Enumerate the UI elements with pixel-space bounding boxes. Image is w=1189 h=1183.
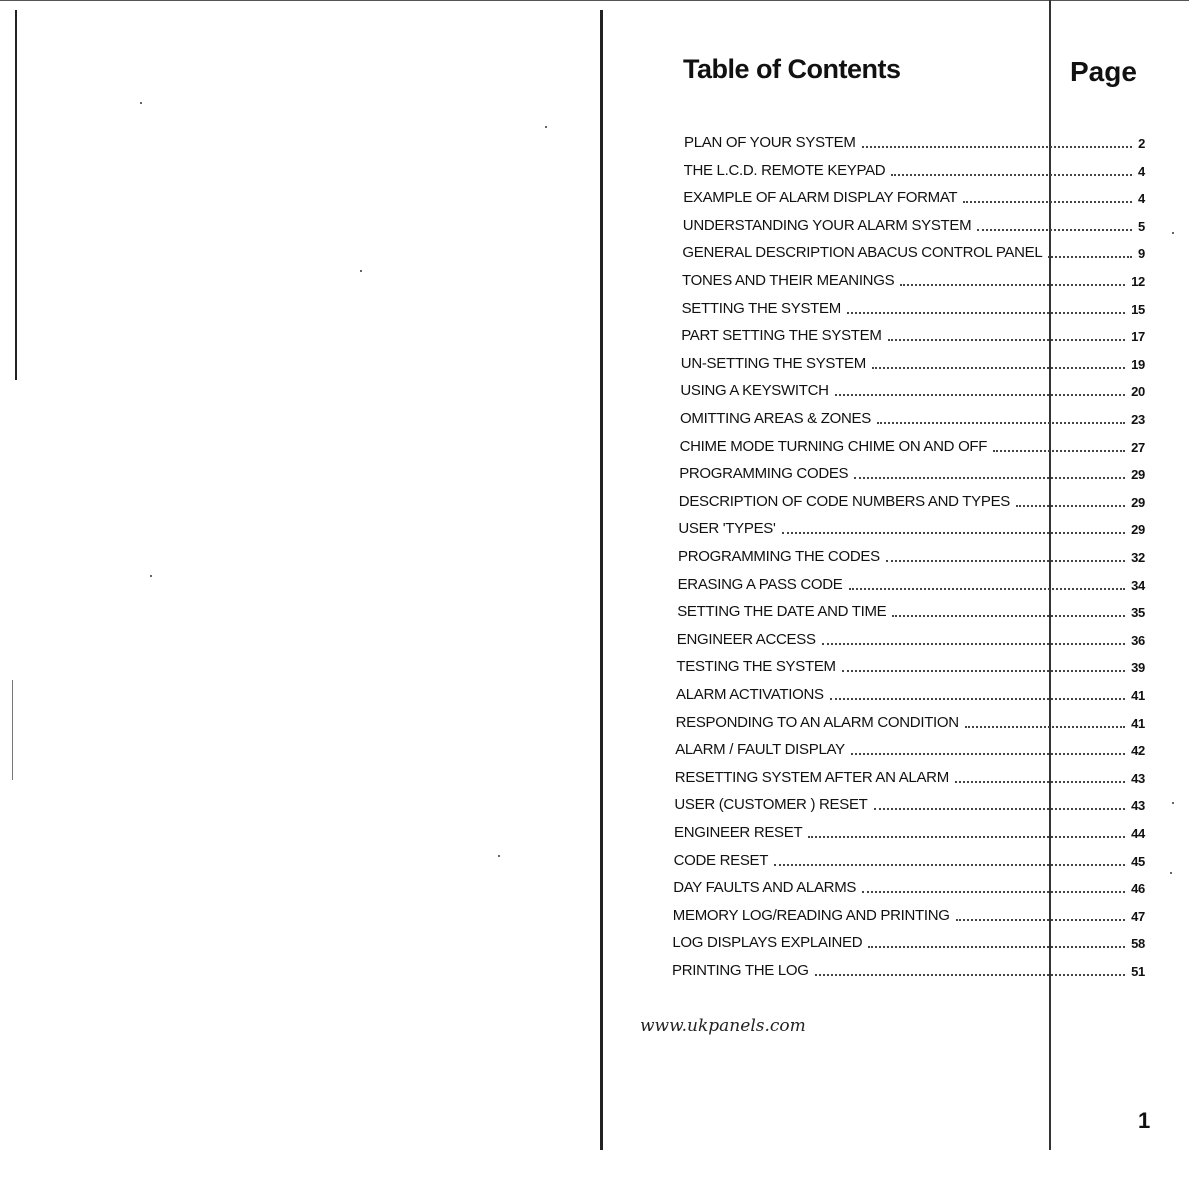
toc-dot-leader (892, 615, 1125, 617)
toc-dot-leader (849, 588, 1126, 590)
toc-entry-page-number: 42 (1131, 743, 1145, 759)
toc-entry-label: PART SETTING THE SYSTEM (681, 327, 882, 345)
toc-entry[interactable] (678, 545, 1145, 565)
toc-dot-leader (808, 836, 1125, 838)
toc-entry-label: PLAN OF YOUR SYSTEM (684, 134, 856, 151)
toc-entry-label: TONES AND THEIR MEANINGS (682, 272, 895, 289)
toc-entry[interactable] (680, 435, 1145, 455)
toc-entry[interactable] (676, 655, 1145, 675)
toc-entry-page-number: 12 (1131, 274, 1145, 289)
toc-entry[interactable] (682, 297, 1145, 317)
toc-dot-leader (963, 201, 1132, 203)
toc-entry-page-number: 2 (1138, 136, 1145, 151)
toc-dot-leader (874, 808, 1126, 810)
toc-entry-label: THE L.C.D. REMOTE KEYPAD (683, 161, 886, 179)
toc-entry-label: EXAMPLE OF ALARM DISPLAY FORMAT (683, 189, 958, 207)
toc-entry-page-number: 20 (1131, 384, 1145, 400)
toc-entry-label: ERASING A PASS CODE (677, 575, 843, 593)
toc-entry-page-number: 5 (1138, 218, 1145, 234)
toc-entry[interactable] (672, 931, 1145, 951)
toc-entry[interactable] (673, 904, 1145, 924)
toc-entry[interactable] (684, 131, 1145, 151)
toc-entry[interactable] (680, 379, 1145, 399)
toc-entry[interactable] (683, 214, 1145, 234)
toc-entry-label: OMITTING AREAS & ZONES (680, 410, 871, 427)
page-column-header: Page (1070, 56, 1137, 87)
toc-entry-page-number: 17 (1131, 329, 1145, 345)
toc-entry[interactable] (684, 159, 1145, 179)
toc-entry-page-number: 29 (1131, 522, 1145, 538)
book-spine-line (600, 10, 603, 1150)
toc-entry-label: ENGINEER RESET (674, 824, 803, 841)
toc-entry-page-number: 47 (1131, 908, 1145, 924)
toc-entry-label: ALARM / FAULT DISPLAY (675, 741, 845, 759)
website-url: www.ukpanels.com (640, 1016, 806, 1036)
toc-entry[interactable] (672, 959, 1145, 979)
toc-entry[interactable] (681, 324, 1145, 344)
toc-entry-label: LOG DISPLAYS EXPLAINED (672, 934, 863, 952)
toc-dot-leader (847, 312, 1125, 314)
toc-entry[interactable] (677, 628, 1145, 648)
left-margin-line (15, 10, 17, 380)
scan-speck (1172, 802, 1174, 804)
toc-dot-leader (830, 698, 1125, 700)
toc-entry[interactable] (674, 793, 1145, 813)
scan-speck (360, 270, 362, 272)
scan-speck (1170, 872, 1172, 874)
toc-dot-leader (955, 781, 1125, 783)
toc-entry-label: PROGRAMMING THE CODES (678, 548, 880, 565)
toc-entry-page-number: 29 (1131, 467, 1145, 483)
toc-entry-page-number: 44 (1131, 826, 1145, 841)
toc-entry[interactable] (683, 186, 1145, 206)
toc-entry-page-number: 29 (1131, 494, 1145, 510)
toc-entry[interactable] (682, 269, 1145, 289)
toc-entry[interactable] (675, 766, 1145, 786)
toc-entry-label: UNDERSTANDING YOUR ALARM SYSTEM (682, 216, 972, 234)
toc-dot-leader (1016, 505, 1125, 507)
toc-entry[interactable] (675, 738, 1145, 758)
toc-entry[interactable] (678, 573, 1145, 593)
toc-entry-label: CODE RESET (673, 851, 769, 869)
toc-entry-label: PROGRAMMING CODES (679, 465, 849, 483)
toc-entry[interactable] (679, 490, 1145, 510)
toc-entry-label: SETTING THE SYSTEM (681, 299, 841, 317)
scan-speck (498, 855, 500, 857)
toc-entry[interactable] (678, 517, 1145, 537)
toc-dot-leader (862, 146, 1133, 148)
toc-dot-leader (993, 450, 1125, 452)
toc-dot-leader (900, 284, 1125, 286)
toc-entry-page-number: 35 (1131, 605, 1145, 621)
toc-entry[interactable] (676, 683, 1145, 703)
toc-dot-leader (774, 864, 1125, 866)
toc-entry-page-number: 34 (1131, 577, 1145, 593)
toc-entry-label: ENGINEER ACCESS (676, 630, 816, 648)
scan-speck (545, 126, 547, 128)
toc-entry-label: SETTING THE DATE AND TIME (677, 603, 887, 621)
toc-dot-leader (872, 367, 1125, 369)
toc-dot-leader (782, 532, 1126, 534)
toc-entry[interactable] (677, 600, 1145, 620)
toc-entry-page-number: 36 (1131, 632, 1145, 648)
toc-entry-label: USER (CUSTOMER ) RESET (674, 796, 868, 814)
toc-entry-label: ALARM ACTIVATIONS (676, 686, 824, 703)
toc-entry-page-number: 15 (1131, 301, 1145, 317)
toc-entry-label: PRINTING THE LOG (672, 962, 809, 979)
toc-dot-leader (851, 753, 1125, 755)
toc-entry-page-number: 39 (1131, 660, 1145, 676)
toc-entry-page-number: 43 (1131, 770, 1145, 786)
toc-entry-label: DESCRIPTION OF CODE NUMBERS AND TYPES (678, 492, 1010, 510)
toc-entry-page-number: 9 (1138, 246, 1145, 262)
toc-entry-label: DAY FAULTS AND ALARMS (673, 879, 857, 897)
toc-title: Table of Contents (683, 54, 901, 84)
toc-dot-leader (835, 394, 1125, 396)
toc-entry-page-number: 58 (1131, 936, 1145, 952)
toc-dot-leader (842, 670, 1125, 672)
toc-entry-label: MEMORY LOG/READING AND PRINTING (672, 906, 950, 924)
toc-entry-page-number: 45 (1131, 853, 1145, 869)
toc-entry[interactable] (676, 711, 1145, 731)
toc-entry-label: GENERAL DESCRIPTION ABACUS CONTROL PANEL (682, 244, 1043, 262)
toc-dot-leader (888, 339, 1126, 341)
toc-entry-page-number: 51 (1131, 964, 1145, 979)
toc-entry-label: RESETTING SYSTEM AFTER AN ALARM (674, 768, 949, 786)
toc-entry-label: RESPONDING TO AN ALARM CONDITION (675, 713, 959, 731)
toc-entry[interactable] (681, 352, 1145, 372)
scan-speck (1172, 232, 1174, 234)
toc-dot-leader (891, 174, 1132, 176)
toc-entry-page-number: 4 (1138, 191, 1145, 207)
toc-dot-leader (977, 229, 1132, 231)
toc-dot-leader (815, 974, 1126, 976)
scan-speck (140, 102, 142, 104)
toc-dot-leader (862, 891, 1125, 893)
toc-entry-page-number: 32 (1131, 550, 1145, 565)
toc-entry[interactable] (674, 849, 1145, 869)
toc-entry[interactable] (673, 876, 1145, 896)
toc-dot-leader (956, 919, 1125, 921)
toc-entry[interactable] (680, 407, 1145, 427)
toc-entry-label: UN-SETTING THE SYSTEM (680, 354, 866, 372)
left-margin-line-lower (12, 680, 13, 780)
toc-dot-leader (1048, 256, 1132, 258)
toc-entry-label: USING A KEYSWITCH (680, 382, 829, 400)
toc-entry-page-number: 19 (1131, 356, 1145, 372)
toc-dot-leader (965, 726, 1125, 728)
scan-speck (150, 575, 152, 577)
toc-entry-page-number: 4 (1138, 163, 1145, 179)
toc-entry[interactable] (682, 241, 1145, 261)
toc-entry-page-number: 23 (1131, 412, 1145, 427)
toc-entry-page-number: 41 (1131, 688, 1145, 703)
toc-dot-leader (854, 477, 1125, 479)
toc-entry-page-number: 46 (1131, 881, 1145, 897)
toc-entry-label: USER 'TYPES' (678, 520, 776, 538)
toc-entry-label: CHIME MODE TURNING CHIME ON AND OFF (679, 437, 988, 455)
toc-entry[interactable] (679, 462, 1145, 482)
toc-entry-page-number: 41 (1131, 715, 1145, 731)
toc-entry-page-number: 43 (1131, 798, 1145, 814)
toc-entry[interactable] (674, 821, 1145, 841)
toc-entry-label: TESTING THE SYSTEM (676, 658, 836, 676)
toc-dot-leader (877, 422, 1125, 424)
page-number: 1 (1138, 1108, 1151, 1133)
toc-dot-leader (886, 560, 1125, 562)
toc-dot-leader (822, 643, 1125, 645)
toc-entry-page-number: 27 (1131, 439, 1145, 455)
toc-dot-leader (868, 946, 1125, 948)
